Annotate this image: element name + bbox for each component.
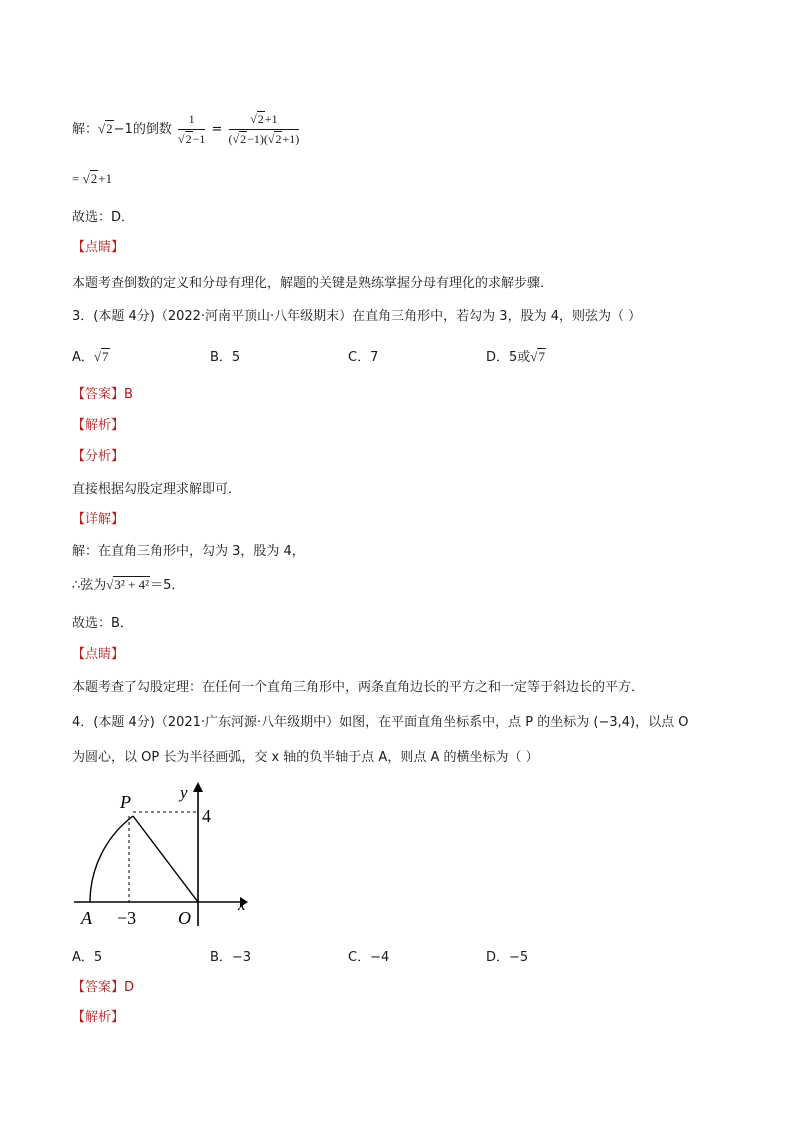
label-p: P bbox=[120, 792, 131, 812]
segment-po bbox=[133, 816, 198, 902]
label-o: O bbox=[178, 908, 191, 928]
label-x: x bbox=[238, 895, 246, 914]
question-4-stem-1: 4．(本题 4分)（2021·广东河源·八年级期中）如图，在平面直角坐标系中，点 P 的坐标为 (−3,4)，以点 O bbox=[72, 715, 689, 730]
choice-d-text: 故选：D． bbox=[72, 210, 135, 225]
q3-option-b: B．5 bbox=[210, 350, 241, 365]
q3-choice: 故选：B． bbox=[72, 616, 133, 631]
q3-detail-2: ∴弦为√3² + 4²＝5． bbox=[72, 577, 185, 593]
question-3-stem: 3．(本题 4分)（2022·河南平顶山·八年级期末）在直角三角形中，若勾为 3，股为 4，则弦为（ ） bbox=[72, 309, 642, 324]
label-a: A bbox=[81, 908, 92, 928]
y-axis-arrow bbox=[193, 782, 203, 792]
q3-detail-1: 解：在直角三角形中，勾为 3，股为 4， bbox=[72, 544, 305, 559]
q3-comment-tag: 【点睛】 bbox=[72, 647, 125, 662]
solution-result-line: = √2+1 bbox=[72, 171, 113, 186]
solution-prefix: 解： bbox=[72, 122, 99, 137]
q3-analysis-tag: 【解析】 bbox=[72, 418, 125, 433]
arc-ap bbox=[90, 816, 133, 902]
fraction-2: $\frac{√2+1}{(√2-1)(√2+1)}$ bbox=[228, 112, 300, 146]
q3-answer: 【答案】B bbox=[72, 387, 133, 402]
q3-option-c: C．7 bbox=[348, 350, 379, 365]
solution-reciprocal-line bbox=[72, 112, 301, 147]
label-neg3: −3 bbox=[117, 908, 137, 928]
equals-sign: = bbox=[211, 122, 223, 137]
q4-option-d: D．−5 bbox=[486, 950, 529, 965]
comment-text: 本题考查倒数的定义和分母有理化，解题的关键是熟练掌握分母有理化的求解步骤． bbox=[72, 276, 554, 291]
q4-analysis-tag: 【解析】 bbox=[72, 1010, 125, 1025]
sqrt-2: √2 bbox=[98, 121, 113, 136]
q4-option-c: C．−4 bbox=[348, 950, 390, 965]
q3-fenxi-tag: 【分析】 bbox=[72, 449, 125, 464]
q3-option-a: A．√7 bbox=[72, 349, 109, 365]
q3-comment-text: 本题考查了勾股定理：在任何一个直角三角形中，两条直角边长的平方之和一定等于斜边长的平方． bbox=[72, 680, 645, 695]
comment-tag: 【点睛】 bbox=[72, 240, 125, 255]
q4-answer: 【答案】D bbox=[72, 980, 135, 995]
fraction-1: $\frac{1}{√2-1}$ bbox=[177, 112, 206, 146]
q3-detail-tag: 【详解】 bbox=[72, 512, 125, 527]
coordinate-figure bbox=[70, 778, 260, 928]
question-4-stem-2: 为圆心，以 OP 长为半径画弧，交 x 轴的负半轴于点 A，则点 A 的横坐标为（ ） bbox=[72, 750, 539, 765]
reciprocal-text: −1的倒数 bbox=[113, 122, 172, 137]
label-4: 4 bbox=[202, 806, 211, 826]
q4-option-a: A．5 bbox=[72, 950, 103, 965]
label-y: y bbox=[180, 783, 188, 802]
q4-option-b: B．−3 bbox=[210, 950, 252, 965]
q3-fenxi-text: 直接根据勾股定理求解即可． bbox=[72, 482, 242, 497]
q3-option-d: D．5或√7 bbox=[486, 349, 545, 365]
